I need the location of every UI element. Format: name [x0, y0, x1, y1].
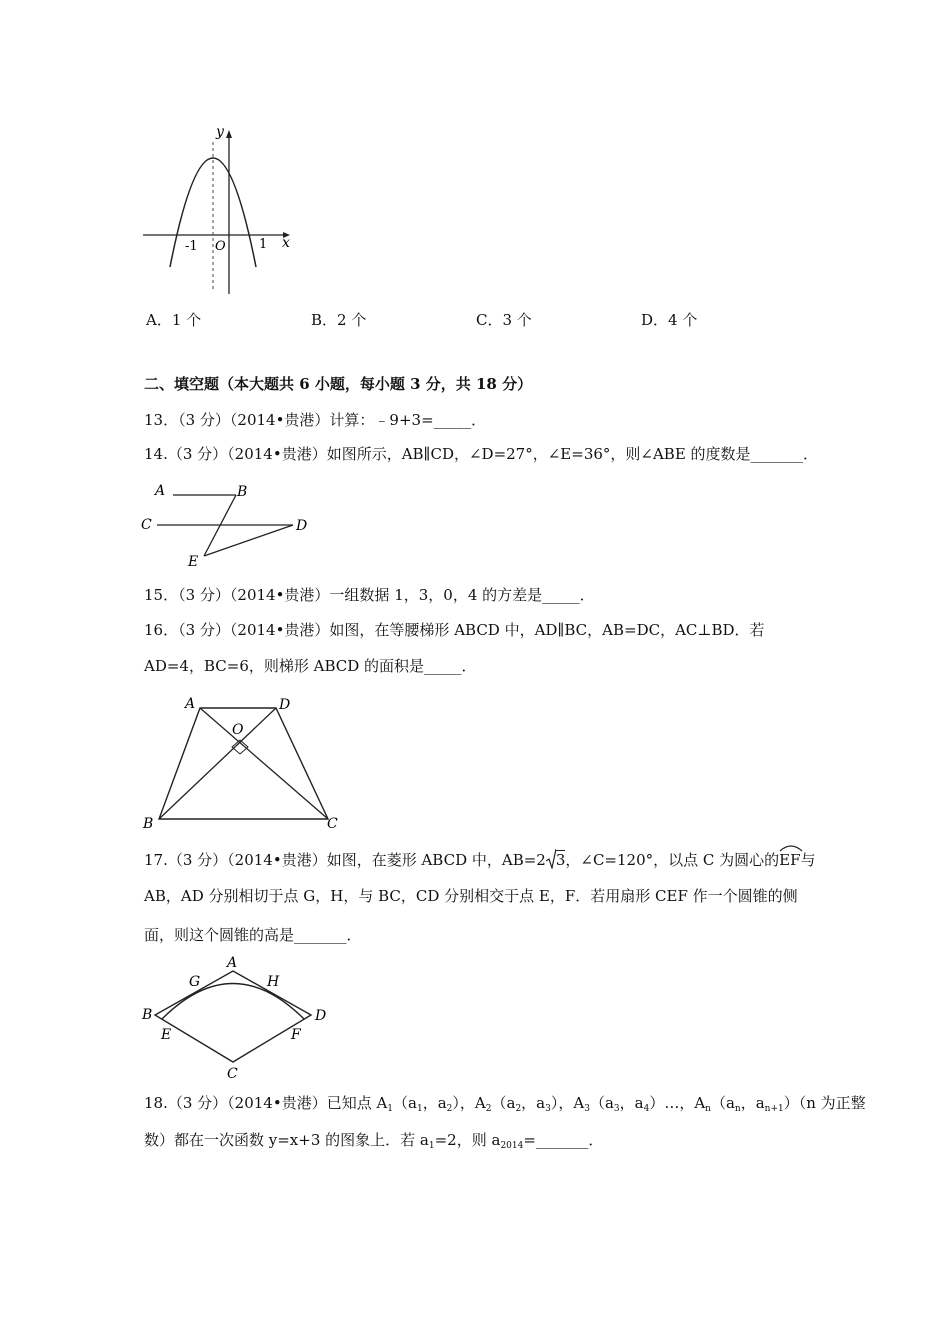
point-e-label: E [161, 1027, 172, 1043]
diagonal-ac [200, 708, 328, 819]
diagonal-bd [159, 708, 276, 819]
parabola-graph [140, 122, 300, 298]
y-axis-arrow [226, 130, 232, 138]
q18-line2-text-1: 数）都在一次函数 y=x+3 的图象上．若 a [144, 1131, 429, 1149]
tick-label-neg-one: -1 [185, 239, 198, 254]
q18-line2-text-2: =2，则 a [434, 1131, 501, 1149]
question-17-line-1 [144, 849, 816, 870]
option-a: A．1 个 [146, 311, 202, 329]
q18-text-9: ，a [619, 1094, 644, 1112]
question-17-line-3: 面，则这个圆锥的高是_______． [144, 926, 362, 944]
q18-sub: 4 [643, 1104, 650, 1114]
y-axis-label: y [216, 124, 224, 140]
q17-line1-post: 与 [800, 851, 816, 869]
q18-sub: 3 [584, 1104, 590, 1114]
point-d-label: D [279, 697, 291, 713]
point-c-label: C [227, 1066, 238, 1082]
point-o-label: O [232, 722, 244, 738]
q16-trapezoid-figure [140, 692, 350, 832]
question-18-line-1 [144, 1093, 866, 1119]
point-d-label: D [296, 518, 308, 534]
q18-line2-text-3: =_______． [523, 1131, 604, 1149]
q18-sub: 2014 [500, 1141, 524, 1151]
sqrt-argument: 3 [555, 851, 566, 869]
point-e-label: E [188, 554, 199, 570]
point-g-label: G [189, 974, 201, 990]
sqrt-symbol [546, 849, 566, 870]
x-axis-label: x [282, 235, 290, 251]
question-15: 15．（3 分）（2014•贵港）一组数据 1，3，0，4 的方差是_____． [144, 586, 595, 604]
q18-text-2: （a [393, 1094, 417, 1112]
trapezoid-abcd [159, 708, 328, 819]
q18-sub: n+1 [764, 1104, 784, 1114]
q18-sub: 3 [613, 1104, 620, 1114]
point-b-label: B [237, 484, 248, 500]
question-16-line-1: 16．（3 分）（2014•贵港）如图，在等腰梯形 ABCD 中，AD∥BC，AB=DC，AC⊥BD．若 [144, 621, 765, 639]
q18-sub: 1 [416, 1104, 423, 1114]
q18-sub: 2 [446, 1104, 453, 1114]
option-d: D．4 个 [641, 311, 698, 329]
q18-text-10: ）…，A [649, 1094, 706, 1112]
q18-text-12: ，a [740, 1094, 765, 1112]
point-a-label: A [227, 955, 238, 971]
point-a-label: A [155, 483, 166, 499]
q18-text-3: ，a [422, 1094, 447, 1112]
q18-sub: n [734, 1104, 741, 1114]
q17-rhombus-figure [140, 952, 340, 1082]
q14-figure [140, 478, 315, 570]
option-b: B．2 个 [311, 311, 367, 329]
q18-text-4: ），A [452, 1094, 486, 1112]
option-c: C．3 个 [476, 311, 532, 329]
q18-sub: 2 [485, 1104, 492, 1114]
question-13: 13．（3 分）（2014•贵港）计算：﹣9+3=_____． [144, 411, 487, 429]
q18-text-11: （a [710, 1094, 735, 1112]
q18-text-13: ）（n 为正整 [783, 1094, 866, 1112]
point-f-label: F [291, 1027, 301, 1043]
rhombus-abcd [155, 971, 311, 1062]
q18-sub: 3 [545, 1104, 551, 1114]
q18-sub: 1 [428, 1141, 435, 1151]
q18-text-8: （a [589, 1094, 614, 1112]
question-17-line-2: AB，AD 分别相切于点 G，H，与 BC，CD 分别相交于点 E，F．若用扇形 CEF 作一个圆锥的侧 [144, 887, 798, 905]
origin-label: O [215, 239, 226, 254]
q17-line1-pre: 17.（3 分）（2014•贵港）如图，在菱形 ABCD 中，AB=2 [144, 851, 546, 869]
arc-ef [162, 984, 304, 1020]
q18-text-5: （a [491, 1094, 516, 1112]
q18-text-6: ，a [521, 1094, 546, 1112]
tick-label-one: 1 [259, 237, 268, 252]
arc-ef-label: EF [779, 851, 801, 869]
q18-text-7: ），A [550, 1094, 585, 1112]
question-14: 14.（3 分）（2014•贵港）如图所示，AB∥CD，∠D=27°，∠E=36°，则∠ABE 的度数是_______． [144, 445, 819, 463]
q18-sub: 2 [515, 1104, 522, 1114]
q17-line1-mid: ，∠C=120°，以点 C 为圆心的 [565, 851, 780, 869]
question-18-line-2 [144, 1130, 603, 1156]
point-a-label: A [185, 696, 196, 712]
question-16-line-2: AD=4，BC=6，则梯形 ABCD 的面积是_____． [144, 657, 477, 675]
point-c-label: C [141, 517, 152, 533]
q18-text-1: 18.（3 分）（2014•贵港）已知点 A [144, 1094, 388, 1112]
point-h-label: H [267, 974, 280, 990]
arc-ef-symbol [779, 850, 800, 870]
point-c-label: C [327, 816, 338, 832]
point-d-label: D [315, 1008, 327, 1024]
point-b-label: B [142, 1007, 153, 1023]
section-heading: 二、填空题（本大题共 6 小题，每小题 3 分，共 18 分） [144, 375, 533, 393]
point-b-label: B [143, 816, 154, 832]
q18-sub: n [705, 1104, 711, 1114]
q18-sub: 1 [387, 1104, 394, 1114]
